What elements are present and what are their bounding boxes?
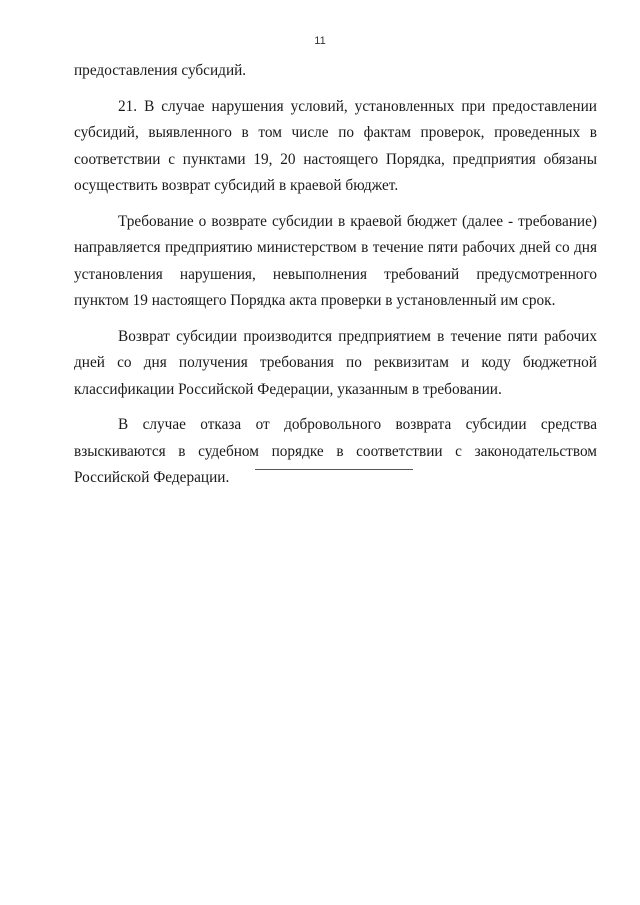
end-separator-line [255,469,413,470]
page-number: 11 [314,35,326,47]
paragraph-clause-21: 21. В случае нарушения условий, установленных при предоставлении субсидий, выявленного в том числе по фактам проверок, проведенных в соответствии с пунктами 19, 20 настоящего Порядка, предприятия обязаны осуществить возврат субсидий в краевой бюджет. [74,97,597,194]
paragraph-continuation: предоставления субсидий. [74,62,247,79]
paragraph-refund-requirement: Требование о возврате субсидии в краевой бюджет (далее - требование) направляется предприятию министерством в течение пяти рабочих дней со дня установления нарушения, невыполнения требований предусмотренного пунктом 19 настоящего Порядка акта проверки в установленный им срок. [74,212,597,309]
paragraph-court-recovery: В случае отказа от добровольного возврата субсидии средства взыскиваются в судебном порядке в соответствии с законодательством Российской Федерации. [74,416,597,486]
document-body [74,58,597,501]
paragraph-refund-procedure: Возврат субсидии производится предприятием в течение пяти рабочих дней со дня получения требования по реквизитам и коду бюджетной классификации Российской Федерации, указанным в требовании. [74,327,597,398]
